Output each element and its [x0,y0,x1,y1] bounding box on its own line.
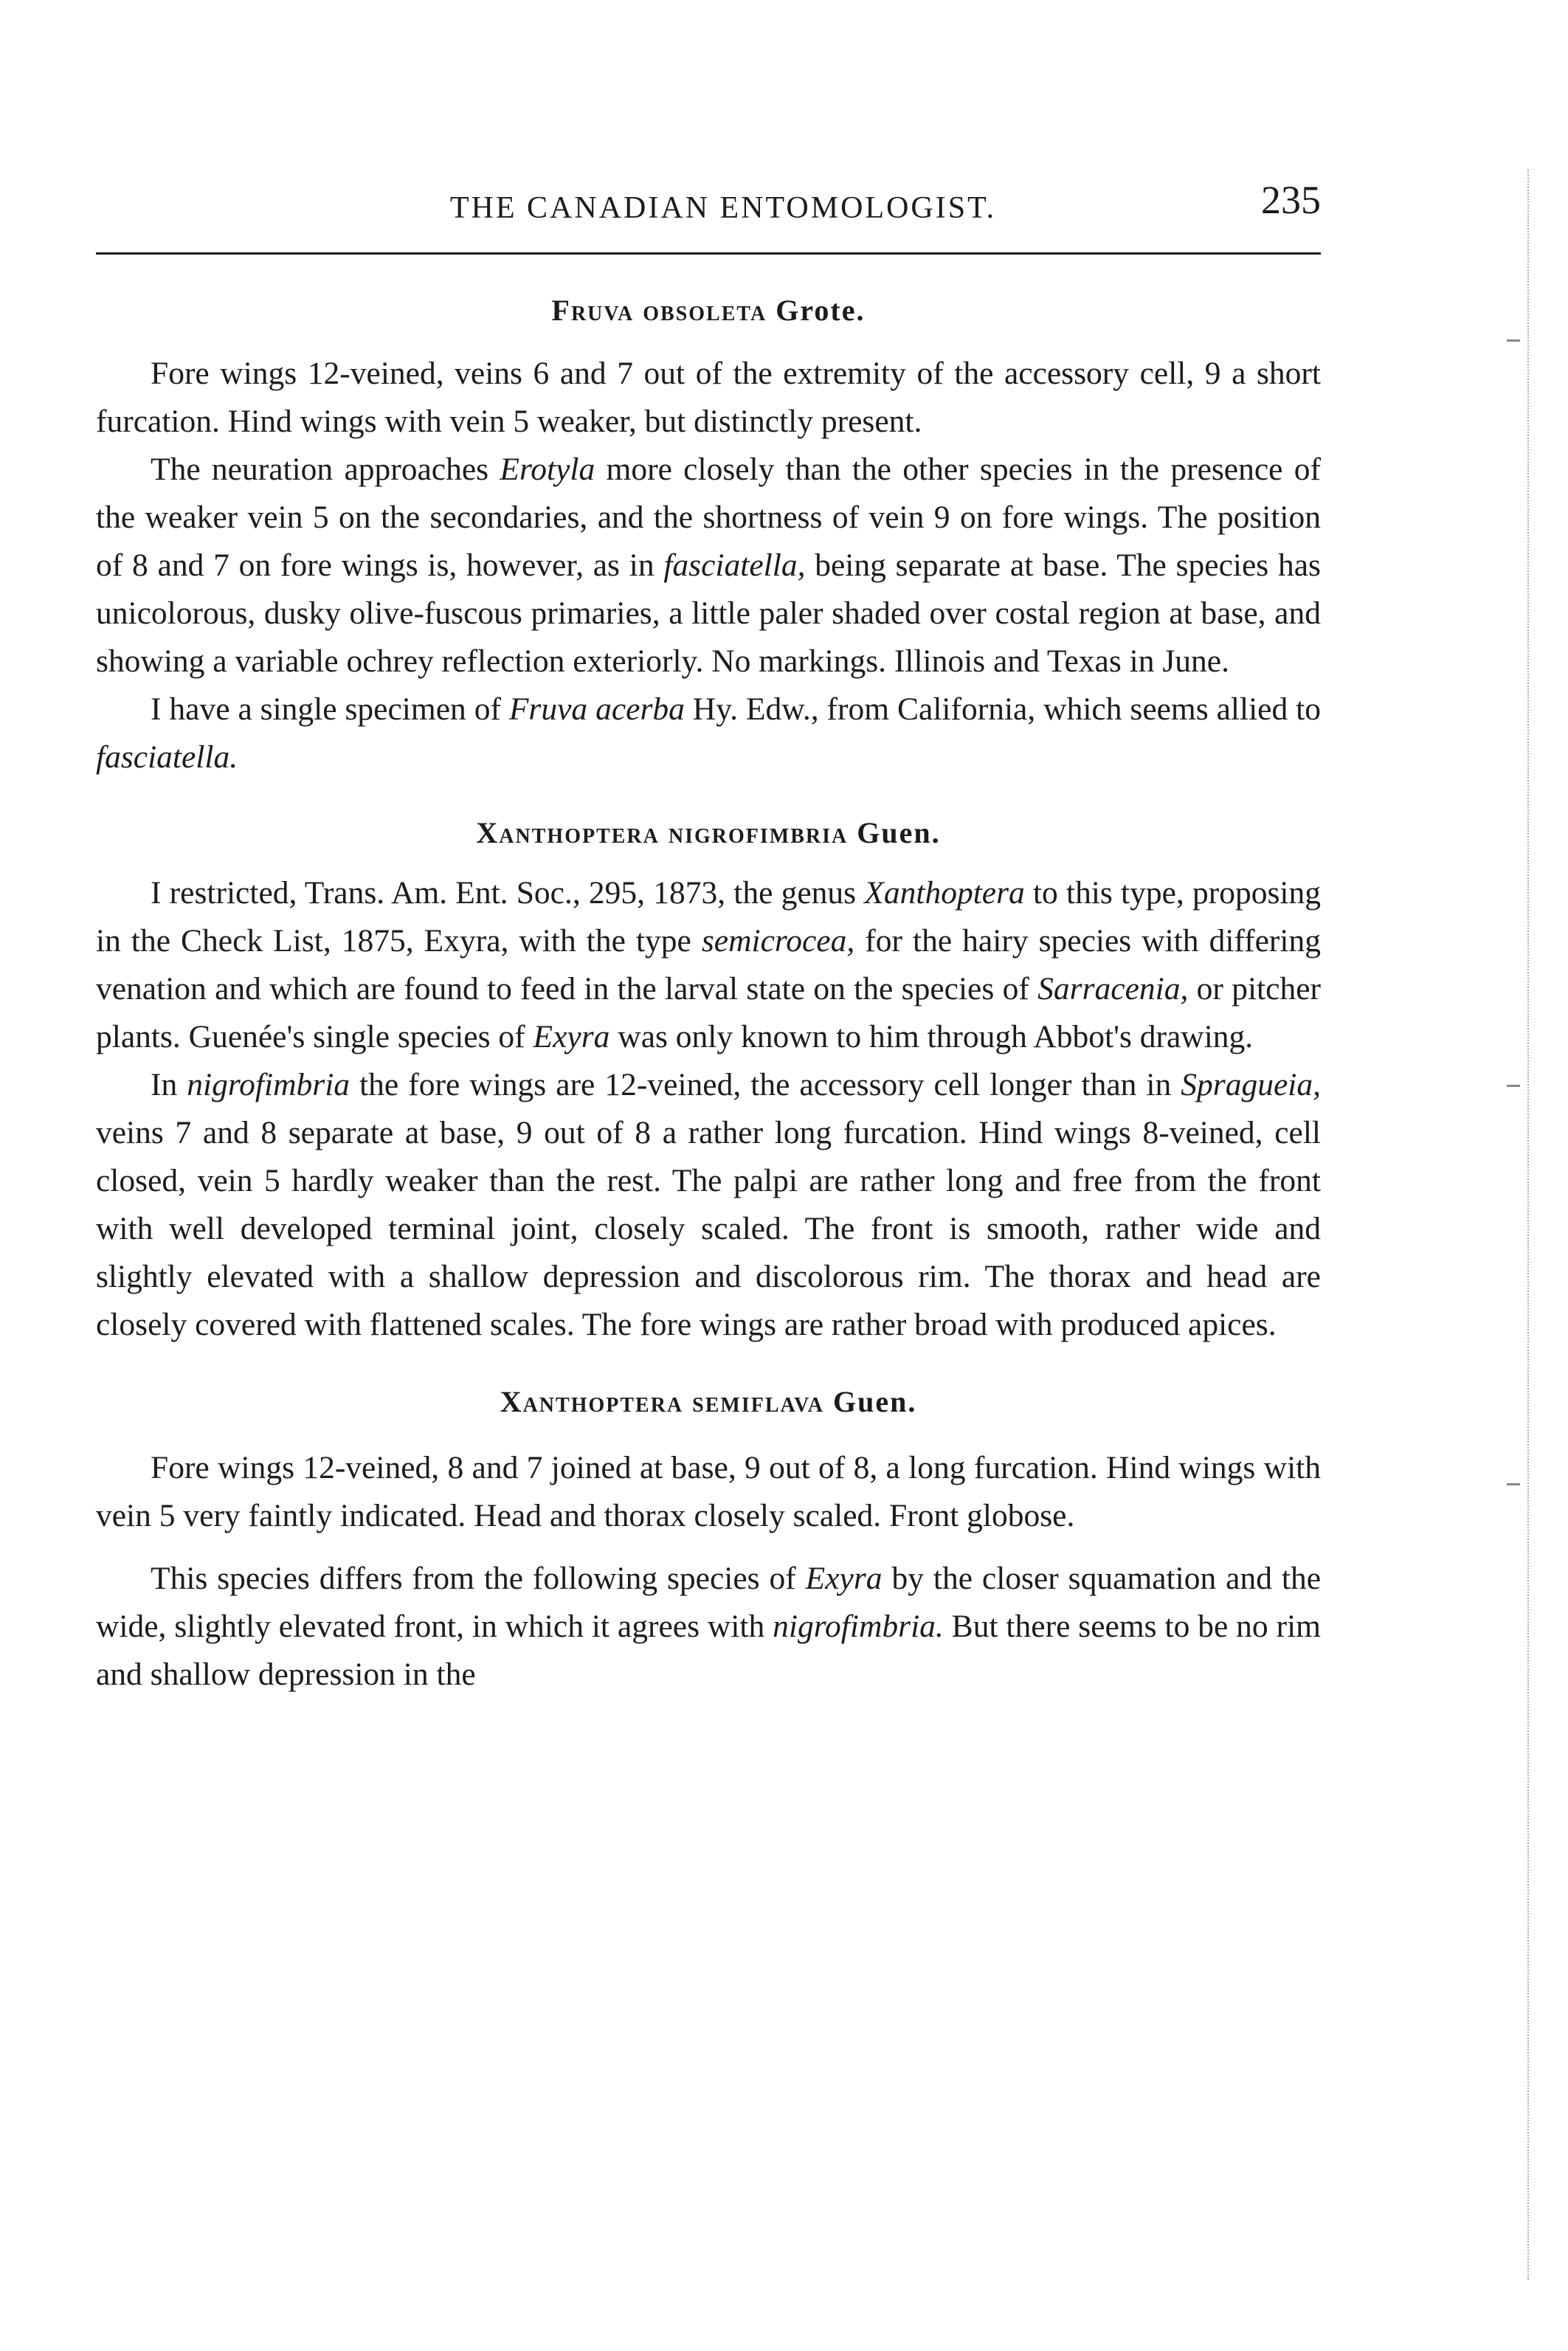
italic-term: Exyra [805,1561,883,1596]
italic-term: fasciatella. [96,739,238,775]
paragraph: I have a single specimen of Fruva acerba Hy. Edw., from California, which seems allied to fasciatella. [96,691,1321,775]
header-rule [96,252,1321,255]
heading-species: semiflava [692,1385,824,1418]
page-number: 235 [1261,178,1321,222]
section-xanthoptera-semiflava [96,1384,1321,1699]
italic-term: semicrocea, [701,923,855,959]
italic-term: nigrofimbria [187,1067,350,1102]
paragraph: I restricted, Trans. Am. Ent. Soc., 295, 1873, the genus Xanthoptera to this type, proposing in the Check List, 1875, Exyra, with the type semicrocea, for the hairy species with differing venation and which are found to feed in the larval state on the species of Sarracenia, or pitcher plants. Guenée's single species of Exyra was only known to him through Abbot's drawing. [96,875,1321,1054]
italic-term: Sarracenia, [1037,971,1189,1007]
section-fruva-obsoleta [96,293,1321,781]
italic-term: Erotyla [500,452,595,487]
edge-dash [1507,339,1520,342]
paragraph: Fore wings 12-veined, 8 and 7 joined at base, 9 out of 8, a long furcation. Hind wings with vein 5 very faintly indicated. Head and thorax closely scaled. Front globose. [96,1450,1321,1533]
heading-author: Guen. [857,816,941,849]
page [96,177,1321,1699]
italic-term: Exyra [533,1019,610,1054]
edge-dash [1507,1085,1520,1087]
italic-term: Xanthoptera [864,875,1025,911]
heading-author: Guen. [832,1385,917,1418]
section-heading [96,293,1321,328]
paragraph: In nigrofimbria the fore wings are 12-veined, the accessory cell longer than in Spragueia, veins 7 and 8 separate at base, 9 out of 8 a rather long furcation. Hind wings 8-veined, cell closed, vein 5 hardly weaker than the rest. The palpi are rather long and free from the front with well developed terminal joint, closely scaled. The front is smooth, rather wide and slightly elevated with a shallow depression and discolorous rim. The thorax and head are closely covered with flattened scales. The fore wings are rather broad with produced apices. [96,1067,1321,1342]
italic-term: Fruva acerba [508,691,685,727]
italic-term: Spragueia, [1181,1067,1321,1102]
section-xanthoptera-nigrofimbria [96,815,1321,1349]
edge-dash [1507,1483,1520,1485]
italic-term: fasciatella, [663,548,806,583]
heading-genus: Xanthoptera [500,1385,684,1418]
heading-species: obsoleta [643,294,767,327]
paragraph: This species differs from the following species of Exyra by the closer squamation and the wide, slightly elevated front, in which it agrees with nigrofimbria. But there seems to be no rim and shallow depression in the [96,1561,1321,1692]
heading-species: nigrofimbria [668,816,849,849]
heading-author: Grote. [776,294,866,327]
binding-edge-marks [1527,170,1539,2280]
paragraph: Fore wings 12-veined, veins 6 and 7 out of the extremity of the accessory cell, 9 a short furcation. Hind wings with vein 5 weaker, but distinctly present. [96,356,1321,439]
heading-genus: Xanthoptera [476,816,660,849]
journal-title: THE CANADIAN ENTOMOLOGIST. [449,191,997,225]
paragraph: The neuration approaches Erotyla more closely than the other species in the presence of the weaker vein 5 on the secondaries, and the shortness of vein 9 on fore wings. The position of 8 and 7 on fore wings is, however, as in fasciatella, being separate at base. The species has unicolorous, dusky olive-fuscous primaries, a little paler shaded over costal region at base, and showing a variable ochrey reflection exteriorly. No markings. Illinois and Texas in June. [96,452,1321,679]
italic-term: nigrofimbria. [773,1609,944,1644]
running-head [96,177,1321,236]
section-heading [96,815,1321,850]
heading-genus: Fruva [551,294,635,327]
section-heading [96,1384,1321,1419]
